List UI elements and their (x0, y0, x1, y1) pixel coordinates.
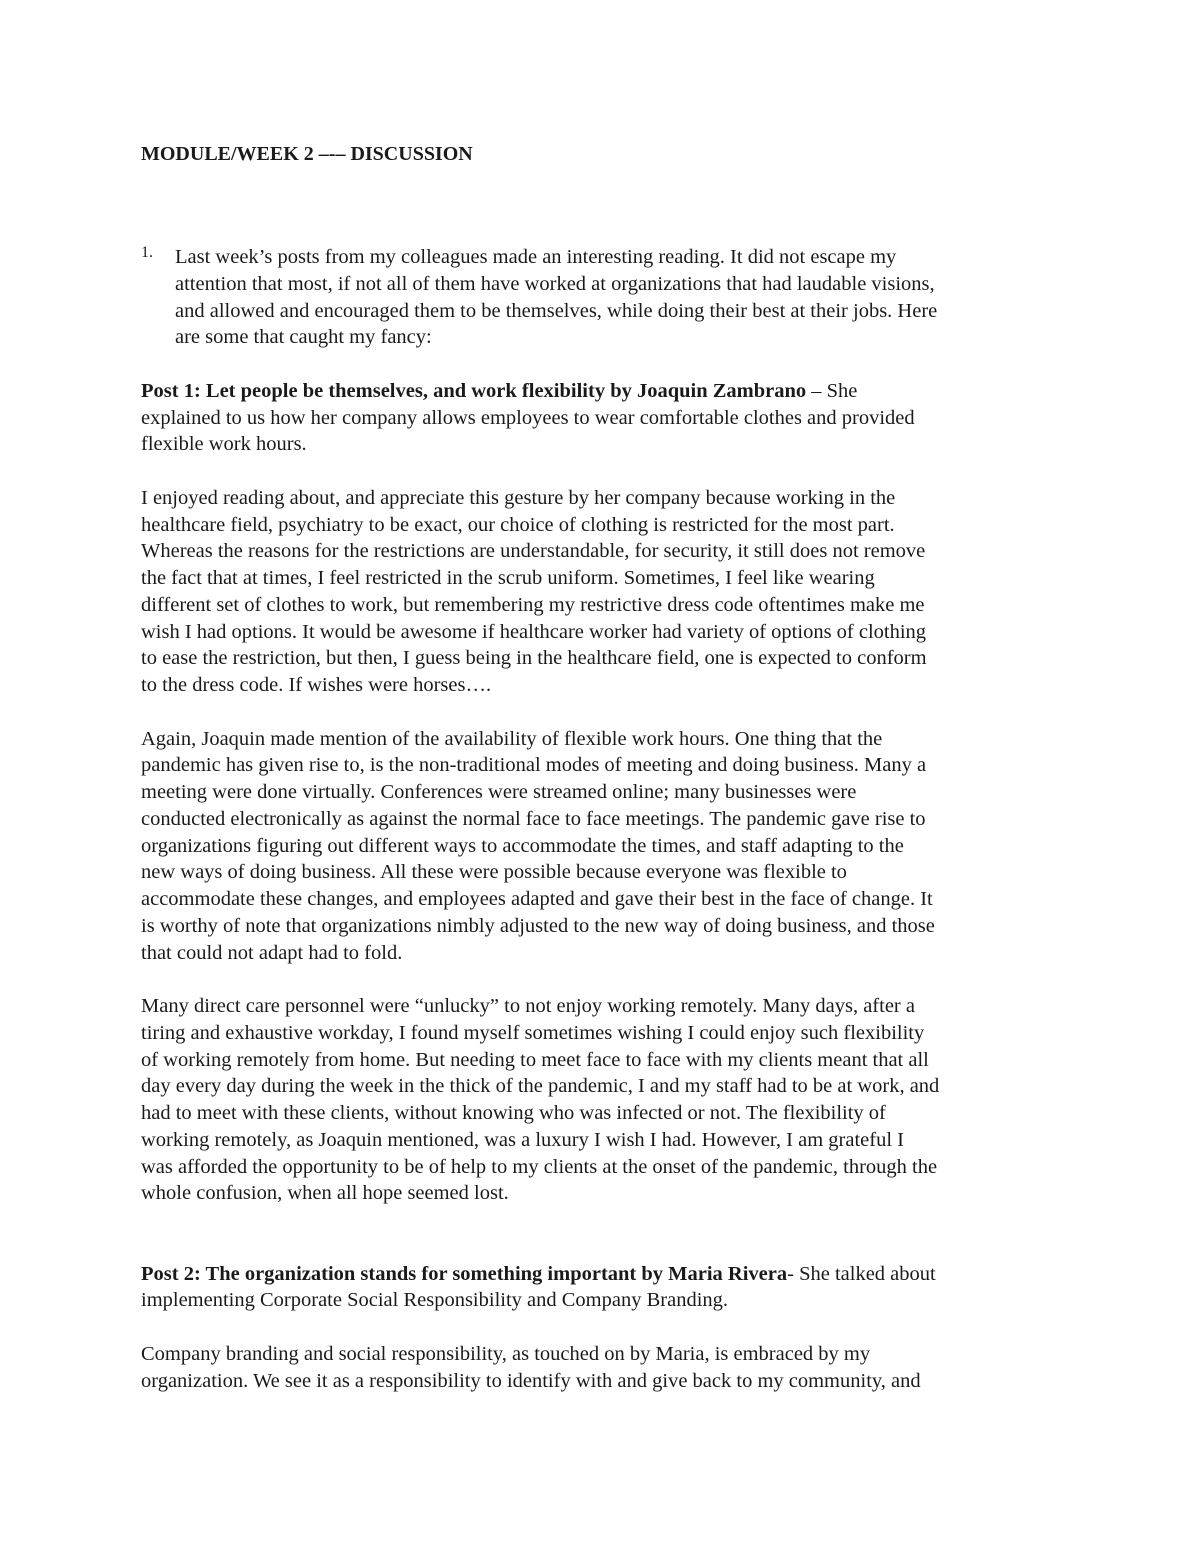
text-line: implementing Corporate Social Responsibility and Company Branding. (141, 1289, 729, 1312)
paragraph (141, 726, 1081, 967)
text-line: day every day during the week in the thick of the pandemic, I and my staff had to be at work, and (141, 1075, 940, 1098)
text-line: the fact that at times, I feel restricted in the scrub uniform. Sometimes, I feel like wearing (141, 567, 875, 589)
text-line: flexible work hours. (141, 433, 307, 456)
text-line: was afforded the opportunity to be of help to my clients at the onset of the pandemic, through the (141, 1155, 938, 1178)
post-2-title: Post 2: The organization stands for something important by Maria Rivera (141, 1262, 788, 1285)
text-line: whole confusion, when all hope seemed lost. (141, 1182, 509, 1205)
post-2 (141, 1261, 1081, 1315)
text-line: and allowed and encouraged them to be themselves, while doing their best at their jobs. Here (175, 299, 938, 322)
text-line: wish I had options. It would be awesome if healthcare worker had variety of options of clothing (141, 620, 927, 643)
text-line: different set of clothes to work, but remembering my restrictive dress code oftentimes make me (141, 593, 925, 616)
list-number: 1. (141, 244, 153, 261)
post-1-heading (141, 378, 1081, 405)
text-line: of working remotely from home. But needing to meet face to face with my clients meant that all (141, 1048, 929, 1071)
text-line: I enjoyed reading about, and appreciate this gesture by her company because working in the (141, 486, 896, 509)
text-line: attention that most, if not all of them have worked at organizations that had laudable visions, (175, 272, 935, 295)
post-1-intro: – She (806, 379, 858, 402)
document-body (141, 244, 1081, 1394)
text-line: accommodate these changes, and employees adapted and gave their best in the face of change. It (141, 888, 933, 910)
text-line: organizations figuring out different ways to accommodate the times, and staff adapting to the (141, 834, 904, 857)
text-line: is worthy of note that organizations nimbly adjusted to the new way of doing business, and those (141, 914, 935, 937)
text-line: are some that caught my fancy: (175, 326, 432, 349)
text-line: new ways of doing business. All these were possible because everyone was flexible to (141, 861, 847, 884)
text-line: working remotely, as Joaquin mentioned, was a luxury I wish I had. However, I am grateful I (141, 1128, 904, 1151)
text-line: that could not adapt had to fold. (141, 941, 403, 964)
text-line: meeting were done virtually. Conferences were streamed online; many businesses were (141, 781, 857, 803)
text-line: to ease the restriction, but then, I guess being in the healthcare field, one is expected to conform (141, 647, 927, 670)
text-line: Many direct care personnel were “unlucky” to not enjoy working remotely. Many days, after a (141, 995, 915, 1017)
paragraph (141, 993, 1081, 1207)
text-line: Again, Joaquin made mention of the availability of flexible work hours. One thing that the (141, 727, 883, 750)
post-1-title: Post 1: Let people be themselves, and work flexibility by Joaquin Zambrano (141, 379, 807, 402)
text-line: pandemic has given rise to, is the non-traditional modes of meeting and doing business. Many a (141, 754, 927, 777)
text-line: Company branding and social responsibility, as touched on by Maria, is embraced by my (141, 1342, 871, 1365)
post-2-heading (141, 1261, 1081, 1288)
text-line: conducted electronically as against the normal face to face meetings. The pandemic gave rise to (141, 807, 926, 830)
post-1 (141, 378, 1081, 458)
list-item-1 (141, 244, 1081, 351)
text-line: had to meet with these clients, without knowing who was infected or not. The flexibility of (141, 1102, 886, 1124)
text-line: tiring and exhaustive workday, I found myself sometimes wishing I could enjoy such flexibility (141, 1021, 925, 1044)
document-title: MODULE/WEEK 2 –-– DISCUSSION (141, 143, 473, 165)
post-2-intro: - She talked about (787, 1262, 936, 1285)
paragraph (141, 1341, 1081, 1395)
text-line: organization. We see it as a responsibility to identify with and give back to my community, and (141, 1369, 921, 1392)
text-line: Last week’s posts from my colleagues made an interesting reading. It did not escape my (175, 246, 897, 268)
text-line: healthcare field, psychiatry to be exact, our choice of clothing is restricted for the most part. (141, 513, 895, 536)
text-line: Whereas the reasons for the restrictions are understandable, for security, it still does not remove (141, 540, 926, 563)
text-line: explained to us how her company allows employees to wear comfortable clothes and provided (141, 406, 915, 429)
text-line: to the dress code. If wishes were horses…. (141, 674, 492, 696)
paragraph (141, 485, 1081, 699)
